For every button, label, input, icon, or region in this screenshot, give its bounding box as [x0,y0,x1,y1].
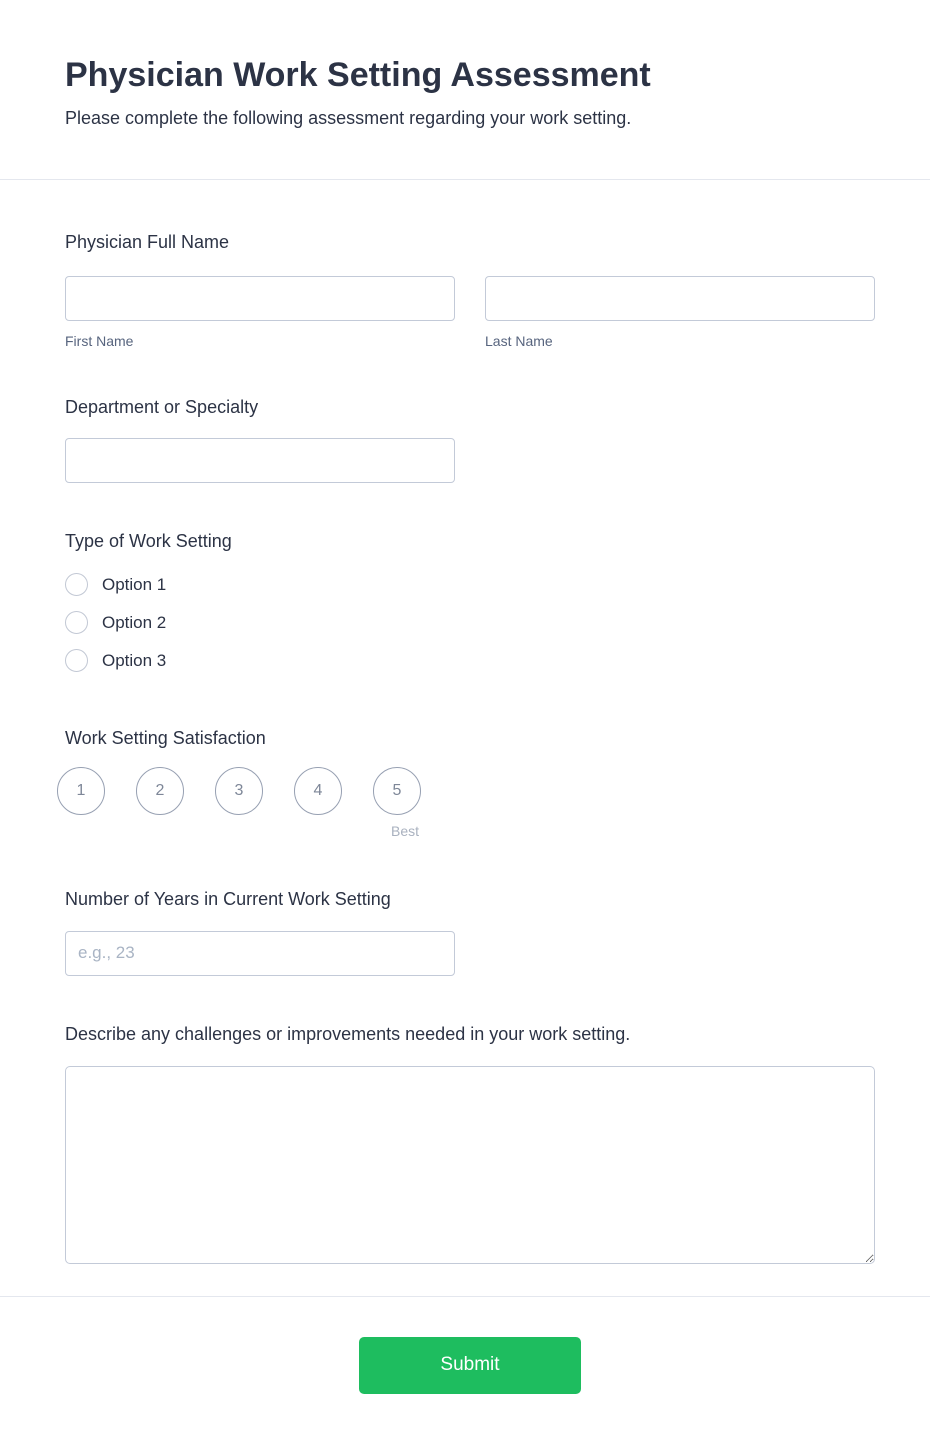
radio-option-2[interactable] [65,604,875,642]
full-name-label: Physician Full Name [65,232,230,253]
radio-option-1[interactable] [65,566,875,604]
challenges-label: Describe any challenges or improvements needed in your work setting. [65,1024,631,1045]
form-subtitle: Please complete the following assessment regarding your work setting. [65,108,632,129]
last-name-field[interactable] [485,276,875,321]
department-field[interactable] [65,438,455,483]
years-label: Number of Years in Current Work Setting [65,889,391,910]
challenges-textarea[interactable] [65,1066,875,1264]
question-department [65,397,875,484]
radio-circle-icon[interactable] [65,649,88,672]
form-body [0,232,930,1264]
last-name-group [485,276,875,349]
radio-option-3[interactable] [65,642,875,680]
question-years [65,889,875,976]
question-satisfaction [65,728,875,842]
satisfaction-label: Work Setting Satisfaction [65,727,266,748]
radio-option-3-label: Option 3 [102,650,167,670]
scale-option-2[interactable]: 2 [136,767,184,815]
radio-circle-icon[interactable] [65,611,88,634]
form-title: Physician Work Setting Assessment [65,56,651,94]
form-header [0,0,930,180]
satisfaction-scale [57,767,875,815]
question-work-setting-type [65,531,875,680]
radio-circle-icon[interactable] [65,573,88,596]
first-name-field[interactable] [65,276,455,321]
form-footer [0,1296,930,1445]
work-setting-type-options [65,566,875,680]
scale-caption-row [65,823,875,841]
scale-option-5[interactable]: 5 [373,767,421,815]
submit-button[interactable]: Submit [359,1337,581,1394]
scale-option-1[interactable]: 1 [57,767,105,815]
first-name-group [65,276,455,349]
work-setting-type-label: Type of Work Setting [65,531,232,552]
scale-option-3[interactable]: 3 [215,767,263,815]
full-name-inputs [65,276,875,349]
question-challenges [65,1024,875,1264]
radio-option-1-label: Option 1 [102,574,167,594]
scale-best-label: Best [391,823,420,840]
years-field[interactable] [65,931,455,976]
department-label: Department or Specialty [65,396,259,417]
first-name-sublabel: First Name [65,332,134,349]
radio-option-2-label: Option 2 [102,612,167,632]
question-full-name [65,232,875,349]
last-name-sublabel: Last Name [485,332,553,349]
scale-option-4[interactable]: 4 [294,767,342,815]
